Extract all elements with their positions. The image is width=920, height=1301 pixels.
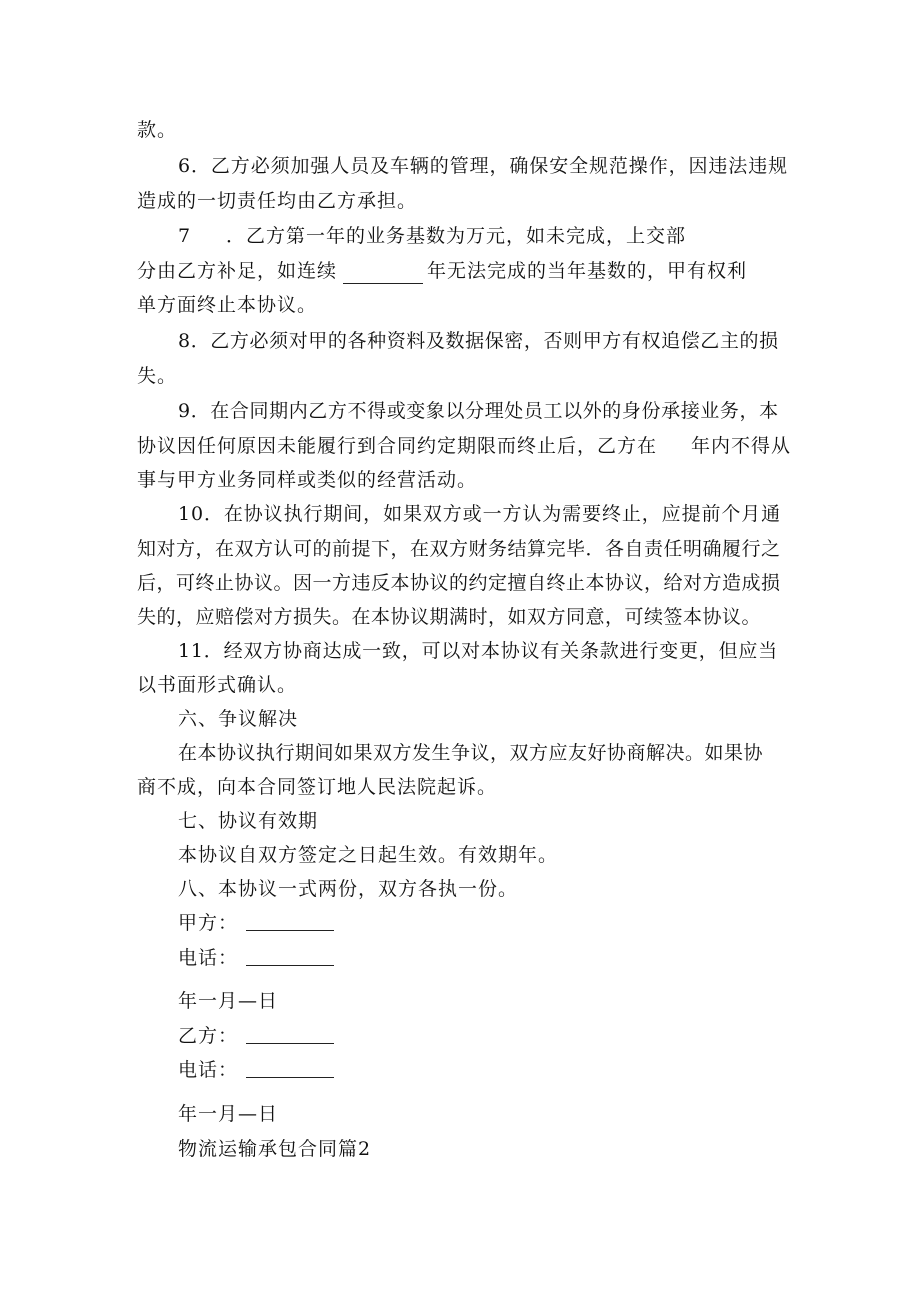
clause-7-line-2 xyxy=(137,258,747,284)
party-b-label: 乙方： xyxy=(178,1025,239,1047)
validity-line: 本协议自双方签定之日起生效。有效期年。 xyxy=(178,844,559,866)
party-a-signature-line xyxy=(246,930,334,931)
section-heading-validity: 七、协议有效期 xyxy=(178,810,319,832)
dispute-line-1: 在本协议执行期间如果双方发生争议，双方应友好协商解决。如果协 xyxy=(178,742,764,764)
phone-b-label: 电话： xyxy=(178,1059,239,1081)
section-heading-dispute: 六、争议解决 xyxy=(178,708,299,730)
clause-8-line-1: 8．乙方必须对甲的各种资料及数据保密，否则甲方有权追偿乙主的损 xyxy=(178,330,779,352)
party-b-signature-line xyxy=(246,1043,334,1044)
clause-7-text-a: 分由乙方补足，如连续 xyxy=(137,260,338,282)
clause-9-text-b: 年内不得从 xyxy=(691,435,792,457)
clause-9-line-2 xyxy=(137,433,791,459)
next-section-title: 物流运输承包合同篇2 xyxy=(178,1138,372,1160)
clause-7-line-1: ．乙方第一年的业务基数为万元，如未完成，上交部 xyxy=(226,225,687,247)
party-a-label: 甲方： xyxy=(178,912,239,934)
clause-10-line-3: 后，可终止协议。因一方违反本协议的约定擅自终止本协议，给对方造成损 xyxy=(137,572,781,594)
clause-7-text-b: 年无法完成的当年基数的，甲有权利 xyxy=(427,260,748,282)
paragraph-line: 款。 xyxy=(137,119,178,141)
clause-7-number: 7 xyxy=(178,225,192,247)
clause-11-line-2: 以书面形式确认。 xyxy=(137,674,298,696)
phone-a-label: 电话： xyxy=(178,947,239,969)
clause-10-line-4: 失的，应赔偿对方损失。在本协议期满时，如双方同意，可续签本协议。 xyxy=(137,606,762,628)
date-b-line: 年一月—日 xyxy=(178,1103,279,1125)
clause-6-line-1: 6．乙方必须加强人员及车辆的管理，确保安全规范操作，因违法违规 xyxy=(178,155,788,177)
phone-a-signature-line xyxy=(246,965,334,966)
clause-8-line-2: 失。 xyxy=(137,365,178,387)
copies-line: 八、本协议一式两份，双方各执一份。 xyxy=(178,878,519,900)
clause-11-line-1: 11．经双方协商达成一致，可以对本协议有关条款进行变更，但应当 xyxy=(178,640,778,662)
clause-9-text-a: 协议因任何原因未能履行到合同约定期限而终止后，乙方在 xyxy=(137,435,658,457)
clause-10-line-1: 10．在协议执行期间，如果双方或一方认为需要终止，应提前个月通 xyxy=(178,503,782,525)
date-a-line: 年一月—日 xyxy=(178,990,279,1012)
phone-b-signature-line xyxy=(246,1077,334,1078)
clause-9-line-1: 9．在合同期内乙方不得或变象以分理处员工以外的身份承接业务，本 xyxy=(178,400,779,422)
clause-10-line-2: 知对方，在双方认可的前提下，在双方财务结算完毕．各自责任明确履行之 xyxy=(137,538,781,560)
clause-6-line-2: 造成的一切责任均由乙方承担。 xyxy=(137,190,418,212)
blank-years-field xyxy=(343,263,423,284)
clause-7-line-3: 单方面终止本协议。 xyxy=(137,294,318,316)
dispute-line-2: 商不成，向本合同签订地人民法院起诉。 xyxy=(137,776,498,798)
clause-9-line-3: 事与甲方业务同样或类似的经营活动。 xyxy=(137,469,478,491)
